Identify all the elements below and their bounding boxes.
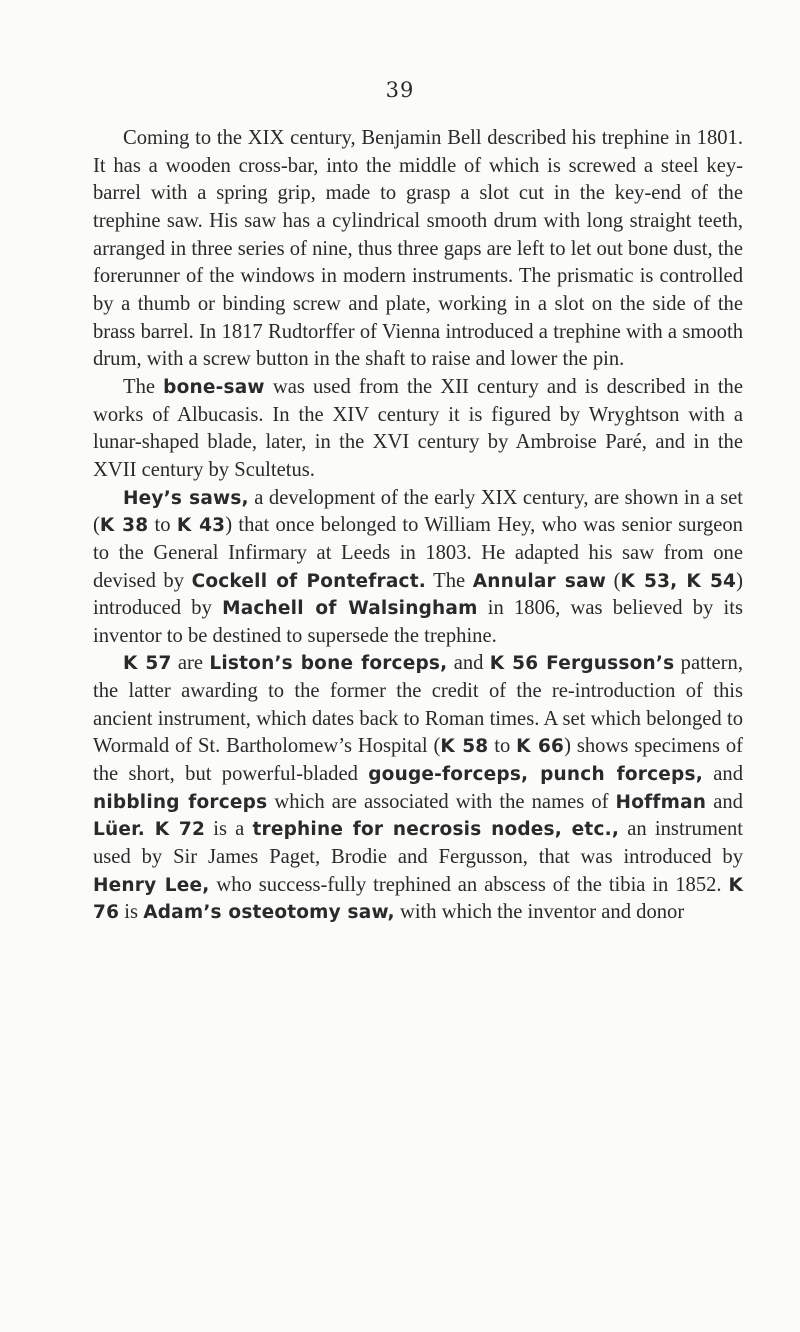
bold-term: Liston’s bone forceps, [209,653,448,675]
text-run: a development of the early XIX century, are shown in a set ( [93,486,743,537]
text-run: is [119,901,144,924]
bold-term: K 57 [123,653,172,675]
bold-term: Hey’s saws, [123,487,249,509]
bold-term: Machell of Walsingham [222,598,478,620]
bold-term: Cockell of Pontefract. [191,570,426,592]
bold-term: K 53, K 54 [620,570,737,592]
text-run: The [123,375,164,398]
text-run: is a [205,818,253,841]
bold-term: trephine for necrosis nodes, etc., [252,819,620,841]
bold-term: K 38 [99,515,149,537]
bold-term: Adam’s osteotomy saw, [143,902,395,924]
bold-term: K 76 [93,874,744,924]
text-run: ) shows specimens of the short, but powerful-bladed [93,735,743,786]
bold-term: Lüer. K 72 [93,819,206,841]
text-run: an instrument used by Sir James Paget, Brodie and Fergusson, that was introduced by [93,818,743,869]
text-run: to [148,514,177,537]
bold-term: Annular saw [472,570,607,592]
paragraph [93,374,743,485]
bold-term: Hoffman [615,791,707,813]
text-run: and [702,763,743,786]
text-run: which are associated with the names of [267,790,616,813]
text-run: pattern, the latter awarding to the former the credit of the re-introduction of this ancient instrument, which dates back to Roman times. A set which belonged to Wormald of St. Bartholomew’s Hospital ( [93,652,743,758]
text-run: who success-fully trephined an abscess of the tibia in 1852. [209,873,729,896]
paragraph [93,485,743,651]
text-run: and [447,652,490,675]
page-number: 39 [385,78,415,102]
bold-term: gouge-forceps, punch forceps, [368,764,703,786]
bold-term: Henry Lee, [93,874,210,896]
text-run: ) that once belonged to William Hey, who was senior surgeon to the General Infirmary at Leeds in 1803. He adapted his saw from one devised by [93,514,743,592]
text-run: are [171,652,210,675]
text-run: The [425,569,473,592]
bold-term: K 66 [516,736,565,758]
body-text [93,125,743,927]
paragraph [93,125,743,374]
bold-term: nibbling forceps [93,791,268,813]
bold-term: K 56 Fergusson’s [489,653,675,675]
text-run: was used from the XII century and is described in the works of Albucasis. In the XIV century it is figured by Wryghtson with a lunar-shaped blade, later, in the XVI century by Ambroise Paré, and in the XVII century by Scultetus. [93,375,743,481]
bold-term: K 58 [440,736,489,758]
text-run: and [706,790,743,813]
text-run: with which the inventor and donor [394,901,685,924]
text-run: ( [606,569,621,592]
bold-term: bone-saw [163,376,265,398]
text-run: in 1806, was believed by its inventor to be destined to supersede the trephine. [93,597,743,647]
bold-term: K 43 [176,515,226,537]
text-run: to [488,735,517,758]
text-run: Coming to the XIX century, Benjamin Bell described his trephine in 1801. It has a wooden cross-bar, into the middle of which is screwed a steel key-barrel with a spring grip, made to grasp a slot cut in the key-end of the trephine saw. His saw has a cylindrical smooth drum with long straight teeth, arranged in three series of nine, thus three gaps are left to let out bone dust, the forerunner of the windows in modern instruments. The prismatic is controlled by a thumb or binding screw and plate, working in a slot on the side of the brass barrel. In 1817 Rudtorffer of Vienna introduced a trephine with a smooth drum, with a screw button in the shaft to raise and lower the pin. [93,127,743,371]
paragraph [93,650,743,927]
text-run: ) introduced by [93,569,743,620]
